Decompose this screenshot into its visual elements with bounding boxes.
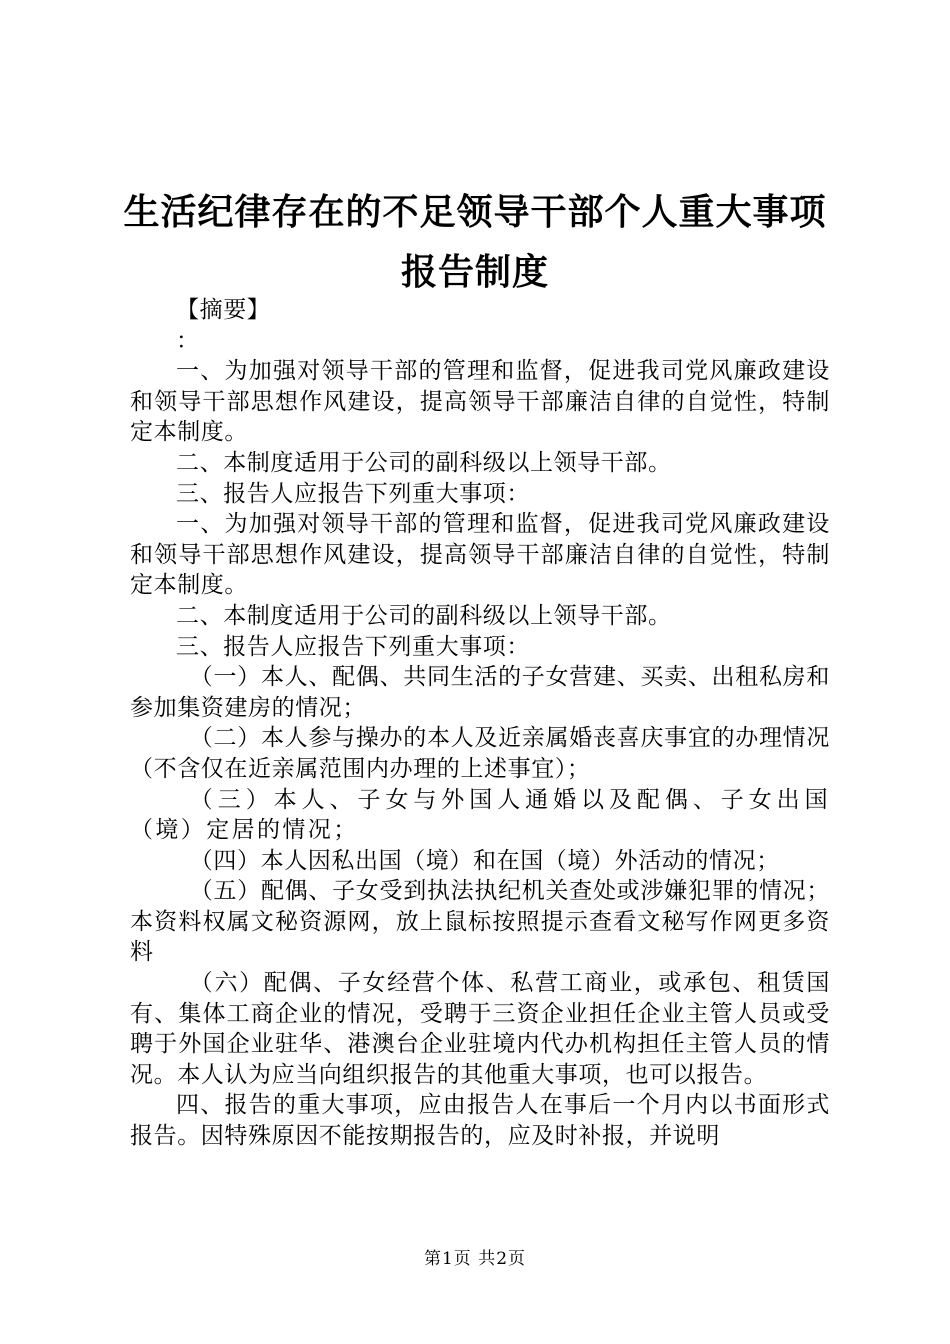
document-title: 生活纪律存在的不足领导干部个人重大事项报告制度 — [123, 191, 827, 293]
paragraph: 一、为加强对领导干部的管理和监督，促进我司党风廉政建设和领导干部思想作风建设，提高领导干部廉洁自律的自觉性，特制定本制度。 — [130, 511, 830, 599]
paragraph: （一）本人、配偶、共同生活的子女营建、买卖、出租私房和参加集资建房的情况； — [130, 664, 830, 721]
paragraph: 四、报告的重大事项，应由报告人在事后一个月内以书面形式报告。因特殊原因不能按期报告的，应及时补报，并说明 — [130, 1092, 830, 1150]
paragraph: （六）配偶、子女经营个体、私营工商业，或承包、租赁国有、集体工商企业的情况，受聘于三资企业担任企业主管人员或受聘于外国企业驻华、港澳台企业驻境内代办机构担任主管人员的情况。本人认为应当向组织报告的其他重大事项，也可以报告。 — [130, 970, 830, 1088]
abstract-colon: ： — [176, 327, 200, 354]
paragraph: （四）本人因私出国（境）和在国（境）外活动的情况； — [189, 847, 780, 874]
paragraph: 三、报告人应报告下列重大事项： — [176, 633, 530, 660]
paragraph: （二）本人参与操办的本人及近亲属婚丧喜庆事宜的办理情况（不含仅在近亲属范围内办理的上述事宜）； — [130, 725, 830, 782]
paragraph: 二、本制度适用于公司的副科级以上领导干部。 — [176, 449, 672, 476]
paragraph: 一、为加强对领导干部的管理和监督，促进我司党风廉政建设和领导干部思想作风建设，提高领导干部廉洁自律的自觉性，特制定本制度。 — [130, 358, 830, 446]
paragraph: （五）配偶、子女受到执法执纪机关查处或涉嫌犯罪的情况；本资料权属文秘资源网，放上鼠标按照提示查看文秘写作网更多资料 — [130, 878, 830, 966]
paragraph: 二、本制度适用于公司的副科级以上领导干部。 — [176, 602, 672, 629]
abstract-label: 【摘要】 — [176, 297, 271, 323]
document-body — [130, 295, 830, 1152]
paragraph: 三、报告人应报告下列重大事项： — [176, 480, 530, 507]
page-footer: 第1页 共2页 — [423, 1249, 527, 1269]
paragraph: （三）本人、子女与外国人通婚以及配偶、子女出国（境）定居的情况； — [130, 786, 830, 844]
